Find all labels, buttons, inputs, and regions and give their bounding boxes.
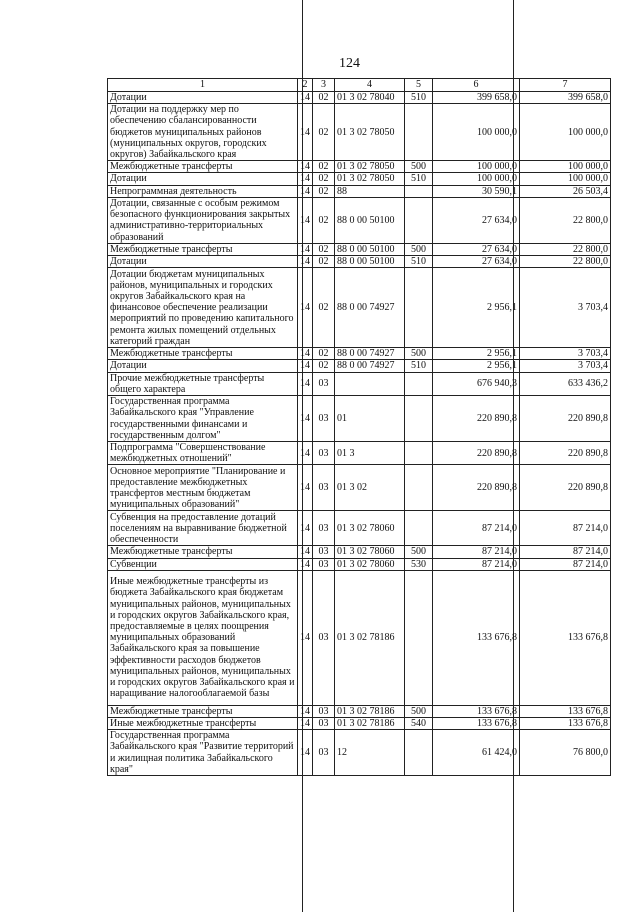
cell-v6: 100 000,0 [433,104,520,161]
cell-code: 01 3 02 78050 [335,161,405,173]
cell-v7: 22 800,0 [520,197,611,243]
cell-c3: 03 [313,718,335,730]
table-header-row [108,79,611,92]
cell-v7: 100 000,0 [520,173,611,185]
cell-type: 500 [405,348,433,360]
cell-v6: 27 634,0 [433,197,520,243]
cell-c3: 03 [313,372,335,395]
cell-code: 88 0 00 74927 [335,348,405,360]
cell-c2: 14 [298,730,313,776]
cell-type: 500 [405,161,433,173]
cell-v7: 22 800,0 [520,256,611,268]
cell-v6: 61 424,0 [433,730,520,776]
cell-v7: 87 214,0 [520,558,611,570]
cell-name: Основное мероприятие "Планирование и предоставление межбюджетных трансфертов местным бюджетам муниципальных образований" [108,465,298,511]
cell-code: 88 0 00 74927 [335,268,405,348]
cell-code: 01 3 [335,442,405,465]
cell-name: Непрограммная деятельность [108,185,298,197]
cell-code: 88 0 00 50100 [335,197,405,243]
table-row [108,360,611,372]
cell-name: Межбюджетные трансферты [108,705,298,717]
cell-v6: 220 890,8 [433,465,520,511]
table-row [108,173,611,185]
cell-v6: 87 214,0 [433,511,520,546]
cell-v7: 76 800,0 [520,730,611,776]
cell-name: Государственная программа Забайкальского края "Развитие территорий и жилищная политика Забайкальского края" [108,730,298,776]
cell-c2: 14 [298,372,313,395]
cell-c2: 14 [298,161,313,173]
cell-code [335,372,405,395]
cell-c2: 14 [298,465,313,511]
cell-v7: 3 703,4 [520,268,611,348]
cell-c2: 14 [298,718,313,730]
cell-type [405,268,433,348]
column-header: 5 [405,79,433,92]
cell-name: Дотации, связанные с особым режимом безопасного функционирования закрытых административно-территориальных образований [108,197,298,243]
cell-name: Государственная программа Забайкальского края "Управление государственными финансами и государственным долгом" [108,396,298,442]
table-row [108,104,611,161]
cell-c3: 02 [313,197,335,243]
cell-name: Подпрограмма "Совершенствование межбюджетных отношений" [108,442,298,465]
cell-name: Дотации [108,173,298,185]
cell-name: Дотации [108,360,298,372]
table-row [108,243,611,255]
cell-name: Межбюджетные трансферты [108,243,298,255]
cell-v6: 27 634,0 [433,256,520,268]
table-row [108,256,611,268]
table-row [108,92,611,104]
table-row [108,570,611,705]
cell-c3: 03 [313,396,335,442]
column-header: 1 [108,79,298,92]
cell-c3: 03 [313,511,335,546]
cell-c2: 14 [298,396,313,442]
cell-v7: 399 658,0 [520,92,611,104]
cell-v6: 87 214,0 [433,546,520,558]
cell-v7: 3 703,4 [520,348,611,360]
cell-c3: 03 [313,546,335,558]
cell-type: 510 [405,256,433,268]
cell-v7: 633 436,2 [520,372,611,395]
cell-c2: 14 [298,705,313,717]
cell-v6: 30 590,1 [433,185,520,197]
cell-c3: 02 [313,185,335,197]
cell-c3: 03 [313,570,335,705]
cell-c2: 14 [298,348,313,360]
cell-code: 01 3 02 78040 [335,92,405,104]
table-row [108,442,611,465]
cell-v6: 676 940,3 [433,372,520,395]
cell-v6: 220 890,8 [433,442,520,465]
cell-c2: 14 [298,185,313,197]
cell-name: Дотации [108,92,298,104]
column-header: 2 [298,79,313,92]
column-header: 4 [335,79,405,92]
cell-code: 88 0 00 50100 [335,243,405,255]
cell-c2: 14 [298,256,313,268]
cell-type [405,511,433,546]
cell-v7: 3 703,4 [520,360,611,372]
cell-type: 540 [405,718,433,730]
cell-c3: 03 [313,442,335,465]
cell-code: 88 0 00 50100 [335,256,405,268]
cell-c3: 03 [313,730,335,776]
page-number: 124 [339,56,360,71]
cell-c2: 14 [298,104,313,161]
cell-c3: 02 [313,268,335,348]
cell-v6: 220 890,8 [433,396,520,442]
cell-v7: 26 503,4 [520,185,611,197]
cell-c2: 14 [298,546,313,558]
cell-code: 01 3 02 78186 [335,705,405,717]
cell-c3: 02 [313,348,335,360]
cell-c3: 02 [313,360,335,372]
cell-code: 12 [335,730,405,776]
cell-c2: 14 [298,197,313,243]
cell-c2: 14 [298,173,313,185]
cell-v7: 220 890,8 [520,396,611,442]
table-row [108,348,611,360]
cell-v6: 133 676,8 [433,570,520,705]
table-row [108,161,611,173]
cell-code: 01 3 02 78060 [335,558,405,570]
cell-type: 530 [405,558,433,570]
table-row [108,372,611,395]
table-row [108,511,611,546]
cell-v7: 220 890,8 [520,442,611,465]
cell-c2: 14 [298,360,313,372]
table-row [108,197,611,243]
cell-code: 01 3 02 78186 [335,718,405,730]
cell-type: 500 [405,705,433,717]
table-row [108,730,611,776]
cell-c3: 02 [313,92,335,104]
cell-type [405,465,433,511]
cell-c2: 14 [298,92,313,104]
cell-name: Межбюджетные трансферты [108,348,298,360]
cell-c3: 02 [313,256,335,268]
table-row [108,396,611,442]
cell-type [405,185,433,197]
cell-v6: 2 956,1 [433,360,520,372]
cell-c3: 02 [313,161,335,173]
cell-c2: 14 [298,268,313,348]
cell-v6: 2 956,1 [433,348,520,360]
cell-v6: 133 676,8 [433,718,520,730]
column-header: 3 [313,79,335,92]
table-row [108,268,611,348]
cell-name: Дотации бюджетам муниципальных районов, муниципальных и городских округов Забайкальского края на финансовое обеспечение реализации мероприятий по проведению капитального ремонта жилых помещений отдельных категорий граждан [108,268,298,348]
cell-code: 88 0 00 74927 [335,360,405,372]
cell-name: Межбюджетные трансферты [108,546,298,558]
cell-v6: 27 634,0 [433,243,520,255]
cell-v6: 100 000,0 [433,173,520,185]
table-row [108,465,611,511]
cell-code: 01 3 02 78050 [335,104,405,161]
cell-type [405,442,433,465]
cell-name: Межбюджетные трансферты [108,161,298,173]
cell-v7: 22 800,0 [520,243,611,255]
cell-c3: 02 [313,243,335,255]
cell-name: Дотации на поддержку мер по обеспечению сбалансированности бюджетов муниципальных районов (муниципальных округов, городских округов) Забайкальского края [108,104,298,161]
cell-name: Субвенция на предоставление дотаций поселениям на выравнивание бюджетной обеспеченности [108,511,298,546]
table-row [108,558,611,570]
cell-v7: 133 676,8 [520,718,611,730]
cell-v7: 100 000,0 [520,104,611,161]
cell-type [405,372,433,395]
cell-type [405,197,433,243]
cell-type: 510 [405,92,433,104]
cell-name: Иные межбюджетные трансферты из бюджета Забайкальского края бюджетам муниципальных районов, муниципальных и городских округов Забайкальского края, предоставляемые в целях поощрения муниципальных образований Забайкальского края за повышение эффективности расходов бюджетов муниципальных районов, муниципальных и городских округов Забайкальского края и наращивание налогооблагаемой базы [108,570,298,705]
cell-c3: 03 [313,465,335,511]
cell-type: 500 [405,243,433,255]
cell-name: Субвенции [108,558,298,570]
cell-c3: 03 [313,558,335,570]
budget-table [107,78,611,776]
cell-c3: 02 [313,104,335,161]
cell-v7: 87 214,0 [520,546,611,558]
cell-v7: 100 000,0 [520,161,611,173]
column-header: 7 [520,79,611,92]
cell-code: 01 3 02 78186 [335,570,405,705]
cell-code: 88 [335,185,405,197]
cell-v6: 2 956,1 [433,268,520,348]
cell-code: 01 3 02 78060 [335,546,405,558]
cell-c3: 02 [313,173,335,185]
cell-v6: 399 658,0 [433,92,520,104]
table-row [108,185,611,197]
cell-code: 01 3 02 [335,465,405,511]
table-row [108,718,611,730]
cell-c2: 14 [298,243,313,255]
cell-v6: 100 000,0 [433,161,520,173]
cell-v7: 133 676,8 [520,570,611,705]
cell-type [405,570,433,705]
cell-v7: 133 676,8 [520,705,611,717]
table-row [108,546,611,558]
cell-c2: 14 [298,442,313,465]
cell-type: 500 [405,546,433,558]
column-header: 6 [433,79,520,92]
cell-name: Прочие межбюджетные трансферты общего характера [108,372,298,395]
cell-v6: 133 676,8 [433,705,520,717]
cell-v7: 220 890,8 [520,465,611,511]
cell-c2: 14 [298,511,313,546]
table-row [108,705,611,717]
cell-type [405,396,433,442]
cell-v7: 87 214,0 [520,511,611,546]
cell-v6: 87 214,0 [433,558,520,570]
cell-c2: 14 [298,558,313,570]
cell-name: Дотации [108,256,298,268]
cell-type [405,104,433,161]
cell-name: Иные межбюджетные трансферты [108,718,298,730]
cell-c2: 14 [298,570,313,705]
cell-c3: 03 [313,705,335,717]
cell-type: 510 [405,173,433,185]
cell-type: 510 [405,360,433,372]
cell-code: 01 3 02 78050 [335,173,405,185]
cell-code: 01 3 02 78060 [335,511,405,546]
cell-code: 01 [335,396,405,442]
cell-type [405,730,433,776]
